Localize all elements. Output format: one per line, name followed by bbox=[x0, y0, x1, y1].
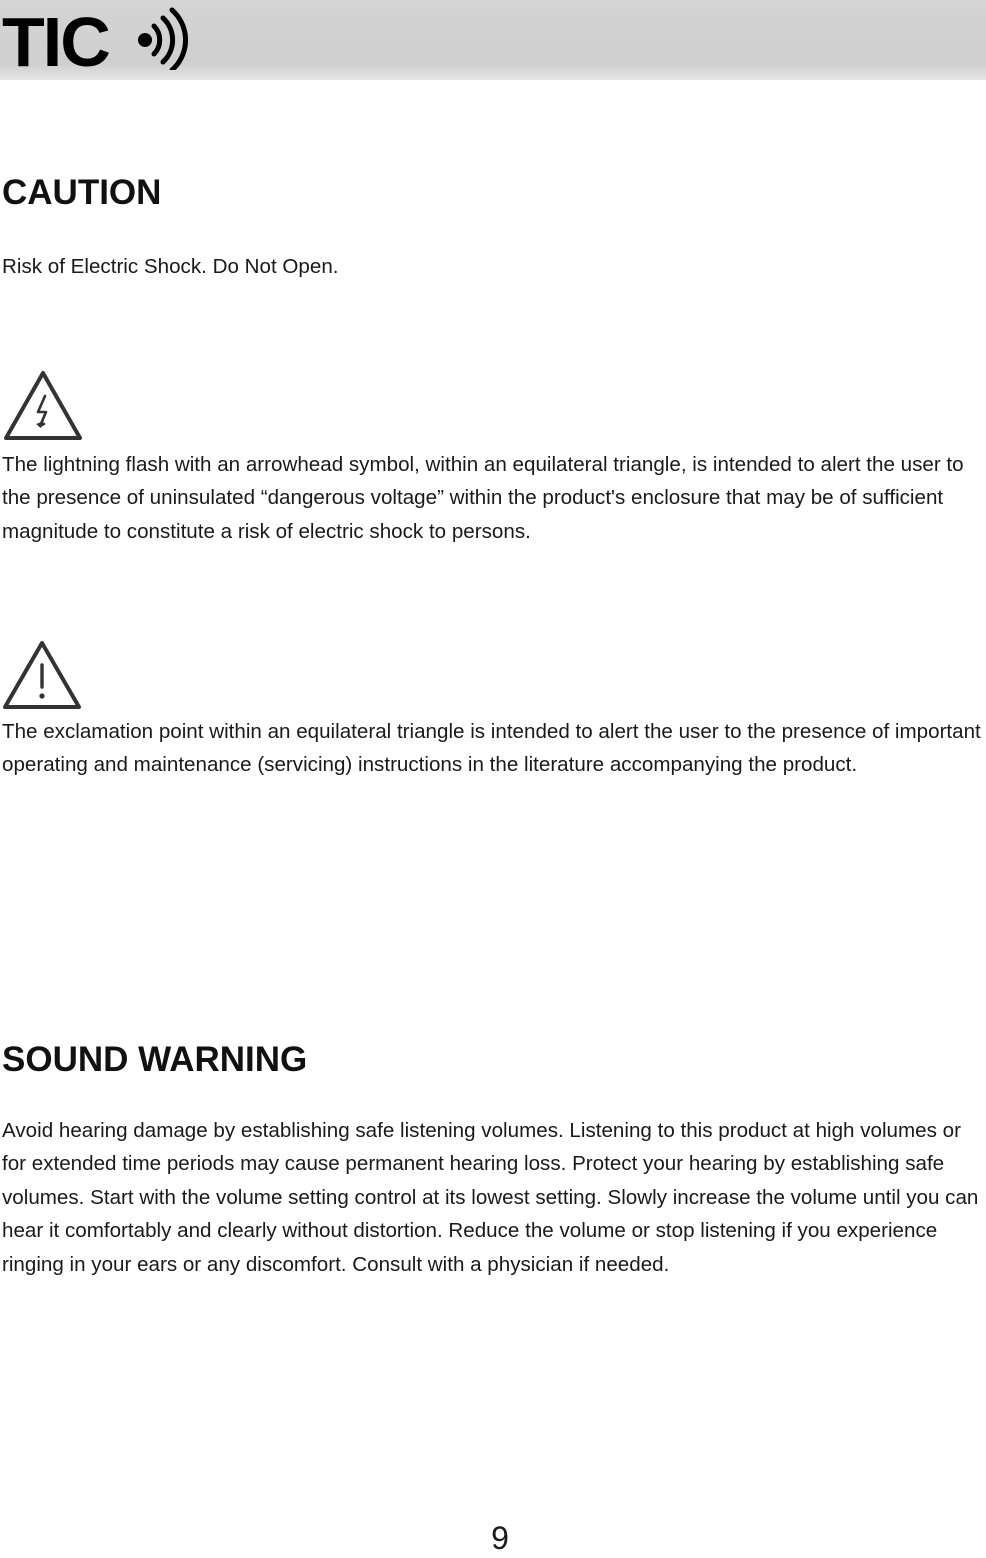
caution-title: CAUTION bbox=[2, 173, 162, 212]
sound-warning-title: SOUND WARNING bbox=[2, 1040, 308, 1079]
logo-text: TIC bbox=[2, 4, 109, 70]
header-bar bbox=[0, 0, 986, 80]
page-number: 9 bbox=[491, 1520, 509, 1556]
lightning-description: The lightning flash with an arrowhead symbol, within an equilateral triangle, is intended to alert the user to the presence of uninsulated “dangerous voltage” within the product's enclosure that may be of sufficient magnitude to constitute a risk of electric shock to persons. bbox=[2, 453, 964, 543]
caution-subtitle: Risk of Electric Shock. Do Not Open. bbox=[2, 255, 339, 278]
sound-waves-icon bbox=[138, 10, 186, 70]
sound-warning-description: Avoid hearing damage by establishing safe listening volumes. Listening to this product at high volumes or for extended time periods may cause permanent hearing loss. Protect your hearing by establishing safe volumes. Start with the volume setting control at its lowest setting. Slowly increase the volume until you can hear it comfortably and clearly without distortion. Reduce the volume or stop listening if you experience ringing in your ears or any discomfort. Consult with a physician if needed. bbox=[2, 1119, 979, 1276]
exclamation-warning-icon bbox=[0, 637, 84, 713]
lightning-warning-icon bbox=[0, 368, 86, 444]
exclamation-description: The exclamation point within an equilateral triangle is intended to alert the user to the presence of important operating and maintenance (servicing) instructions in the literature accompanying the product. bbox=[2, 720, 981, 777]
tic-logo bbox=[2, 4, 188, 70]
